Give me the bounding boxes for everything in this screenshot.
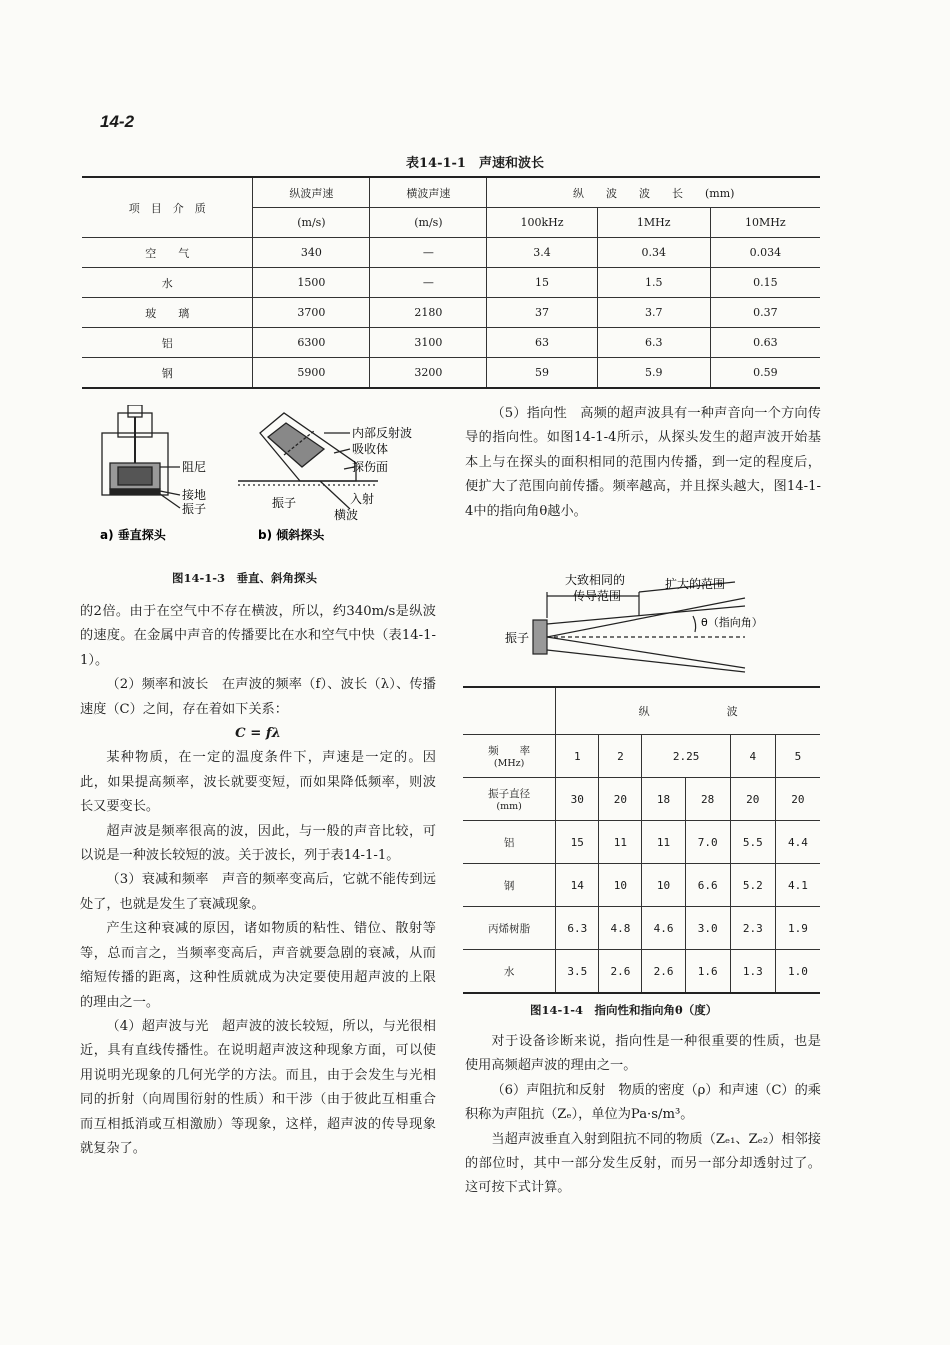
- corner-cell: [463, 687, 556, 735]
- table-row: [463, 864, 820, 907]
- freq-header: 10MHz: [710, 208, 820, 238]
- vertical-probe-drawing: [102, 405, 180, 508]
- long-speed-header: 纵波声速: [253, 177, 370, 208]
- cell: 1.0: [775, 950, 820, 994]
- cell: 10: [642, 864, 685, 907]
- label-vibrator-b: 振子: [272, 496, 297, 510]
- table-row: [463, 950, 820, 994]
- paragraph: （6）声阻抗和反射 物质的密度（ρ）和声速（C）的乘积称为声阻抗（Zₑ），单位为Pa·s/m³。: [465, 1082, 821, 1123]
- cell: 3.0: [685, 907, 730, 950]
- freq-unit: (MHz): [493, 758, 525, 769]
- cell: 5.5: [730, 821, 775, 864]
- cell: 20: [730, 778, 775, 821]
- diameter-label: [463, 778, 556, 821]
- paragraph: 对于设备诊断来说，指向性是一种很重要的性质，也是使用高频超声波的理由之一。: [465, 1034, 821, 1074]
- directivity-diagram: [505, 568, 805, 678]
- paragraph: 产生这种衰减的原因，诸如物质的粘性、错位、散射等等，总而言之，当频率变高后，声音就要急剧的衰减，从而缩短传播的距离，这种性质就成为决定要使用超声波的上限的理由之一。: [80, 921, 436, 1010]
- label-angle: θ（指向角）: [701, 616, 763, 629]
- cell: 0.37: [710, 298, 820, 328]
- cell: 铝: [82, 328, 253, 358]
- table-row: [82, 238, 820, 268]
- label-vibrator: 振子: [505, 631, 530, 645]
- subcaption-a: a) 垂直探头: [100, 528, 166, 542]
- freq-header: 1MHz: [597, 208, 710, 238]
- page-number: 14-2: [100, 112, 135, 131]
- cell: 37: [487, 298, 597, 328]
- material-label: 铝: [463, 821, 556, 864]
- cell: 1.3: [730, 950, 775, 994]
- cell: 2.3: [730, 907, 775, 950]
- label-ground: 接地: [182, 488, 207, 502]
- paragraph: 超声波是频率很高的波，因此，与一般的声音比较，可以说是一种波长较短的波。关于波长，列于表14-1-1。: [80, 823, 436, 864]
- cell: —: [370, 238, 487, 268]
- table-row: [82, 298, 820, 328]
- cell: 1.6: [685, 950, 730, 994]
- label-same-range-2: 传导范围: [573, 589, 622, 603]
- paragraph: 的2倍。由于在空气中不存在横波，所以，约340m/s是纵波的速度。在金属中声音的传播要比在水和空气中快（表14-1-1）。: [80, 604, 436, 668]
- freq-cell: 2: [599, 735, 642, 778]
- subcaption-b: b) 倾斜探头: [258, 528, 325, 542]
- cell: 1.9: [775, 907, 820, 950]
- label-damper: 阻尼: [182, 460, 207, 474]
- cell: 5900: [253, 358, 370, 389]
- cell: 7.0: [685, 821, 730, 864]
- cell: 1500: [253, 268, 370, 298]
- table-row: [463, 907, 820, 950]
- diameter-unit: (mm): [496, 801, 522, 812]
- long-speed-unit: (m/s): [253, 208, 370, 238]
- label-vibrator-a: 振子: [182, 502, 207, 516]
- cell: 30: [556, 778, 599, 821]
- paragraph: （3）衰减和频率 声音的频率变高后，它就不能传到远处了，也就是发生了衰减现象。: [80, 872, 436, 912]
- cell: 6.6: [685, 864, 730, 907]
- cell: 2180: [370, 298, 487, 328]
- paragraph: （4）超声波与光 超声波的波长较短，所以，与光很相近，具有直线传播性。在说明超声波这种现象方面，可以使用说明光现象的几何光学的方法。而且，由于会发生与光相同的折射（向周围衍射的性质）和干涉（由于彼此互相重合而互相抵消或互相激励）等现象，这样，超声波的传导现象就复杂了。: [80, 1018, 436, 1156]
- cell: 28: [685, 778, 730, 821]
- cell: 水: [82, 268, 253, 298]
- label-same-range-1: 大致相同的: [565, 573, 626, 587]
- cell: 0.34: [597, 238, 710, 268]
- cell: 1.5: [597, 268, 710, 298]
- formula: C = fλ: [235, 726, 281, 742]
- left-column-text: [80, 600, 436, 1161]
- paragraph: （5）指向性 高频的超声波具有一种声音向一个方向传导的指向性。如图14-1-4所示，从探头发生的超声波开始基本上与在探头的面积相同的范围内传播，到一定的程度后，便扩大了范围向前传播。频率越高，并且探头越大，图14-1-4中的指向角θ越小。: [465, 406, 821, 519]
- cell: 11: [642, 821, 685, 864]
- cell: 玻 璃: [82, 298, 253, 328]
- cell: 0.59: [710, 358, 820, 389]
- paragraph: 某种物质，在一定的温度条件下，声速是一定的。因此，如果提高频率，波长就要变短，而如果降低频率，则波长又要变长。: [80, 750, 436, 815]
- cell: 0.15: [710, 268, 820, 298]
- cell: 3.4: [487, 238, 597, 268]
- medium-header: 项 目 介 质: [82, 177, 253, 238]
- cell: 2.6: [599, 950, 642, 994]
- cell: 6300: [253, 328, 370, 358]
- freq-label-text: 频 率: [488, 745, 531, 757]
- cell: 钢: [82, 358, 253, 389]
- cell: 4.4: [775, 821, 820, 864]
- freq-header: 100kHz: [487, 208, 597, 238]
- freq-label: [463, 735, 556, 778]
- cell: 3200: [370, 358, 487, 389]
- cell: 340: [253, 238, 370, 268]
- cell: 63: [487, 328, 597, 358]
- figure-caption-3: 图14-1-3 垂直、斜角探头: [172, 571, 318, 585]
- table-row: [82, 268, 820, 298]
- cell: 11: [599, 821, 642, 864]
- cell: 15: [487, 268, 597, 298]
- trans-speed-header: 横波声速: [370, 177, 487, 208]
- cell: 0.034: [710, 238, 820, 268]
- cell: 15: [556, 821, 599, 864]
- label-surface: 探伤面: [352, 460, 389, 474]
- material-label: 钢: [463, 864, 556, 907]
- right-column-text-top: [465, 402, 821, 524]
- label-incident: 入射: [350, 492, 375, 506]
- table-caption: 表14-1-1 声速和波长: [406, 156, 544, 171]
- directivity-table: [463, 686, 820, 994]
- cell: 6.3: [556, 907, 599, 950]
- cell: 4.6: [642, 907, 685, 950]
- cell: 3.7: [597, 298, 710, 328]
- material-label: 水: [463, 950, 556, 994]
- wavelength-header: 纵 波 波 长 (mm): [487, 177, 820, 208]
- material-label: 丙烯树脂: [463, 907, 556, 950]
- diameter-label-text: 振子直径: [488, 788, 531, 800]
- cell: 59: [487, 358, 597, 389]
- table-row: [82, 358, 820, 389]
- freq-cell: 2.25: [642, 735, 730, 778]
- longitudinal-header: 纵 波: [556, 687, 820, 735]
- cell: 3100: [370, 328, 487, 358]
- cell: 2.6: [642, 950, 685, 994]
- cell: 5.9: [597, 358, 710, 389]
- cell: 0.63: [710, 328, 820, 358]
- cell: 4.8: [599, 907, 642, 950]
- trans-speed-unit: (m/s): [370, 208, 487, 238]
- table-row: [82, 328, 820, 358]
- probe-figure: [88, 405, 438, 555]
- cell: 3.5: [556, 950, 599, 994]
- cell: 14: [556, 864, 599, 907]
- label-absorber: 吸收体: [352, 442, 389, 456]
- cell: 18: [642, 778, 685, 821]
- cell: 6.3: [597, 328, 710, 358]
- cell: 20: [599, 778, 642, 821]
- label-transverse: 横波: [334, 508, 359, 522]
- freq-cell: 5: [775, 735, 820, 778]
- right-column-text-bottom: [465, 1030, 821, 1201]
- cell: 4.1: [775, 864, 820, 907]
- cell: 3700: [253, 298, 370, 328]
- table-row: [463, 821, 820, 864]
- sound-speed-table: [82, 176, 820, 389]
- figure-caption-4: 图14-1-4 指向性和指向角θ（度）: [530, 1003, 718, 1017]
- cell: 5.2: [730, 864, 775, 907]
- cell: 20: [775, 778, 820, 821]
- paragraph: 当超声波垂直入射到阻抗不同的物质（Zₑ₁、Zₑ₂）相邻接的部位时，其中一部分发生反射，而另一部分却透射过了。这可按下式计算。: [465, 1131, 821, 1196]
- freq-cell: 4: [730, 735, 775, 778]
- paragraph: （2）频率和波长 在声波的频率（f）、波长（λ）、传播速度（C）之间，存在着如下关系：: [80, 677, 436, 717]
- cell: 空 气: [82, 238, 253, 268]
- label-expanded: 扩大的范围: [665, 577, 726, 591]
- cell: —: [370, 268, 487, 298]
- cell: 10: [599, 864, 642, 907]
- label-reflect: 内部反射波: [352, 426, 413, 440]
- freq-cell: 1: [556, 735, 599, 778]
